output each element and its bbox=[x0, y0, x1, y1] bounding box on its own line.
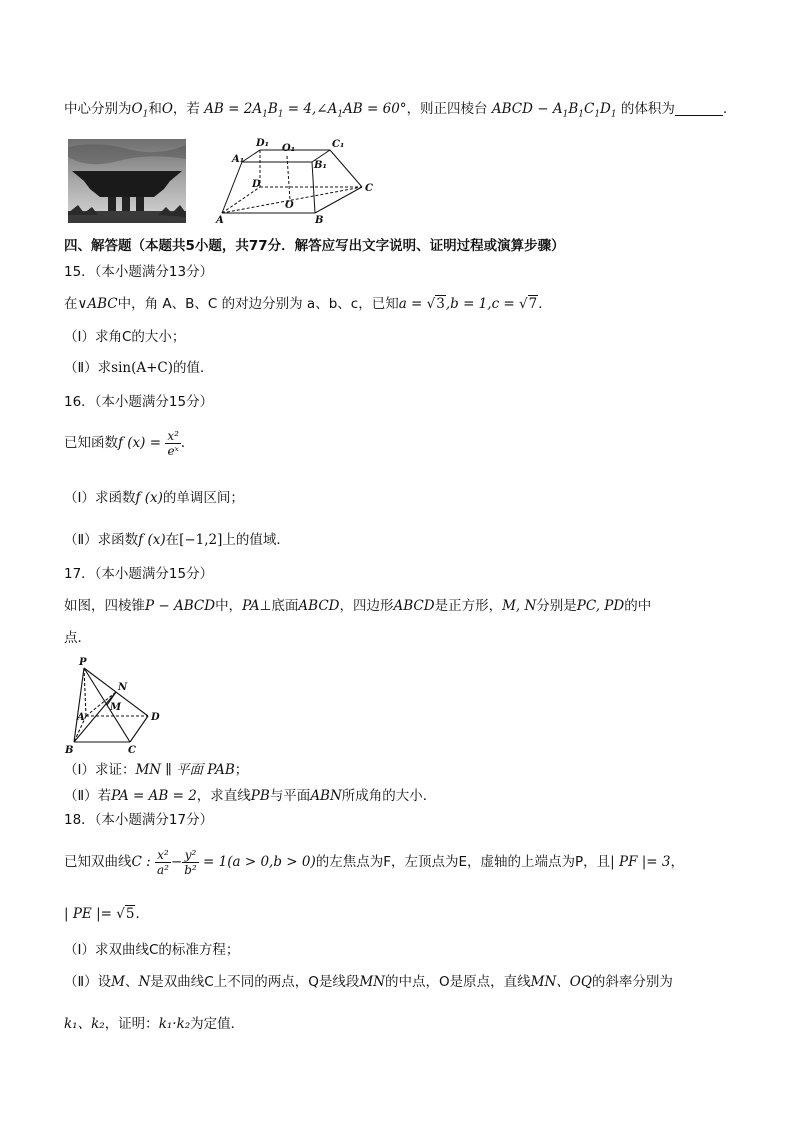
label-o1: O₁ bbox=[282, 143, 296, 154]
q17-part2 bbox=[64, 786, 436, 806]
sqrt-3: √3 bbox=[426, 296, 445, 312]
hyperbola-eq: = 1(a > 0,b > 0) bbox=[198, 854, 316, 870]
q17-stem bbox=[64, 596, 651, 616]
label-n: N bbox=[118, 682, 128, 693]
triangle-abc: ∨ABC bbox=[77, 296, 118, 312]
abn: ABN bbox=[310, 788, 342, 804]
mn: M, N bbox=[502, 598, 537, 614]
edge-cc1 bbox=[330, 150, 362, 187]
q17-stem-pre: 如图，四棱锥 bbox=[64, 598, 145, 614]
sqrt-5: √5 bbox=[116, 906, 135, 922]
label-b: B bbox=[65, 745, 74, 756]
q14-end: . bbox=[722, 101, 728, 117]
k1-k2: k₁、k₂ bbox=[64, 1016, 105, 1032]
q17-part1 bbox=[64, 760, 248, 780]
frac-den: eˣ bbox=[167, 443, 179, 458]
bc-eq: ,b = 1,c = bbox=[445, 296, 520, 312]
label-p: P bbox=[79, 657, 87, 668]
q18-k-line bbox=[64, 1014, 244, 1034]
b1-sub: 1 bbox=[277, 109, 284, 120]
angle-rest: AB = 60° bbox=[343, 101, 407, 117]
interval: [−1,2] bbox=[179, 532, 223, 548]
edge-bc bbox=[315, 187, 362, 213]
o1: O bbox=[131, 101, 143, 117]
frac-y2-b2 bbox=[182, 848, 199, 877]
q16-part1-post: 的单调区间； bbox=[162, 490, 244, 506]
frac-x2-a2 bbox=[155, 848, 171, 877]
q15-header: 15．（本小题满分13分） bbox=[64, 264, 214, 280]
n: N bbox=[138, 974, 151, 990]
pyramid: P − ABCD bbox=[145, 598, 216, 614]
label-d: D bbox=[151, 712, 160, 723]
pa-ab-eq: PA = AB = 2 bbox=[111, 788, 197, 804]
f-d1: 1 bbox=[610, 109, 617, 120]
label-d1: D₁ bbox=[256, 138, 270, 149]
abcd: ABCD bbox=[298, 598, 340, 614]
q17-stem-d: 分别是 bbox=[536, 598, 577, 614]
q16-part1-fx: f (x) bbox=[135, 490, 163, 506]
q17-header: 17．（本小题满分15分） bbox=[64, 566, 214, 582]
f-b: B bbox=[568, 101, 579, 117]
q17-part2-mid: ，求直线 bbox=[196, 788, 251, 804]
q18-part2-pre: （Ⅱ）设 bbox=[64, 974, 112, 990]
label-c1: C₁ bbox=[332, 139, 345, 150]
q16-part2-mid: 在 bbox=[165, 532, 180, 548]
f-d: D bbox=[600, 101, 611, 117]
angle-sub: 1 bbox=[337, 109, 344, 120]
perp-base: ⊥底面 bbox=[259, 598, 299, 614]
k1k2-prod: k₁·k₂ bbox=[158, 1016, 191, 1032]
q14-and: 和 bbox=[148, 101, 162, 117]
q18-pe-line bbox=[64, 904, 149, 924]
q17-part2-post: 所成角的大小． bbox=[341, 788, 437, 804]
q18-sep: 、 bbox=[124, 974, 139, 990]
q17-stem-b: ，四边形 bbox=[339, 598, 394, 614]
q16-header: 16．（本小题满分15分） bbox=[64, 394, 214, 410]
mn-oq: MN、OQ bbox=[530, 974, 592, 990]
sqrt-7: √7 bbox=[519, 296, 538, 312]
q18-stem bbox=[64, 846, 684, 878]
answer-blank[interactable] bbox=[675, 101, 723, 116]
axis-oo1 bbox=[287, 156, 290, 200]
q18-k-post: ，证明： bbox=[104, 1016, 159, 1032]
pyramid-figure bbox=[62, 656, 166, 756]
q16-part2-pre: （Ⅱ）求函数 bbox=[64, 532, 139, 548]
sqrt-3-rad: 3 bbox=[436, 296, 445, 312]
sin-expr: sin(A+C) bbox=[111, 360, 174, 376]
frustum-svg bbox=[210, 135, 375, 227]
q17-part2-mid2: 与平面 bbox=[269, 788, 311, 804]
o: O bbox=[161, 101, 173, 117]
c-colon: C : bbox=[131, 854, 155, 870]
frustum-figure bbox=[210, 135, 375, 227]
q17-stem-line2: 点． bbox=[64, 630, 91, 646]
mn-seg: MN bbox=[359, 974, 385, 990]
q14-volume: 的体积为 bbox=[616, 101, 675, 117]
q15-part2-post: 的值． bbox=[173, 360, 214, 376]
minus: − bbox=[170, 854, 183, 870]
q18-part2-c: 的中点，O是原点，直线 bbox=[385, 974, 531, 990]
q17-part1-pre: （I）求证： bbox=[64, 762, 136, 778]
q15-part1: （I）求角C的大小； bbox=[64, 329, 186, 345]
label-a: A bbox=[216, 215, 224, 226]
pe-pre: | PE |= bbox=[64, 906, 117, 922]
q14-text: 中心分别为 bbox=[64, 101, 132, 117]
f-a1: 1 bbox=[562, 109, 569, 120]
label-c: C bbox=[128, 745, 136, 756]
q15-part2 bbox=[64, 358, 214, 378]
label-c: C bbox=[365, 183, 373, 194]
mn-parallel: MN ∥ 平面 PAB bbox=[135, 762, 235, 778]
label-m: M bbox=[110, 702, 122, 713]
edge-ad bbox=[222, 187, 260, 213]
label-o: O bbox=[285, 200, 294, 211]
q15-part2-pre: （Ⅱ）求 bbox=[64, 360, 112, 376]
label-b: B bbox=[315, 215, 324, 226]
b1: B bbox=[267, 101, 278, 117]
label-a1: A₁ bbox=[232, 154, 245, 165]
q15-stem-mid: 中，角 A、B、C 的对边分别为 a、b、c，已知 bbox=[117, 296, 399, 312]
frac2-num: y² bbox=[182, 848, 199, 863]
q18-part2-b: 是双曲线C上不同的两点，Q是线段 bbox=[150, 974, 360, 990]
q18-comma: ， bbox=[670, 854, 684, 870]
pa: PA bbox=[242, 598, 260, 614]
q16-stem-pre: 已知函数 bbox=[64, 435, 118, 451]
f-b1: 1 bbox=[578, 109, 584, 120]
edge-pa bbox=[84, 668, 86, 716]
q18-header: 18．（本小题满分17分） bbox=[64, 812, 214, 828]
a1-sub: 1 bbox=[262, 109, 268, 120]
q16-part1-pre: （I）求函数 bbox=[64, 490, 136, 506]
q18-part2-d: 的斜率分别为 bbox=[591, 974, 673, 990]
pyramid-svg bbox=[62, 656, 166, 756]
fx-def: f (x) = bbox=[118, 435, 166, 451]
frac1-num: x² bbox=[155, 848, 171, 863]
eq4: = 4,∠A bbox=[283, 101, 338, 117]
q16-part2 bbox=[64, 530, 290, 550]
frustum: ABCD − A bbox=[491, 101, 563, 117]
q15-end: ． bbox=[538, 296, 552, 312]
pb: PB bbox=[250, 788, 270, 804]
f-c: C bbox=[583, 101, 595, 117]
q18-part2 bbox=[64, 972, 673, 992]
q16-part2-fx: f (x) bbox=[138, 532, 166, 548]
q17-stem-a: 中， bbox=[215, 598, 243, 614]
edge-a1d1 bbox=[242, 150, 260, 162]
pcpd: PC, PD bbox=[576, 598, 625, 614]
q15-stem-pre: 在 bbox=[64, 296, 78, 312]
label-d: D bbox=[252, 179, 261, 190]
pe-end: ． bbox=[135, 906, 149, 922]
label-b1: B₁ bbox=[314, 160, 327, 171]
q16-stem bbox=[64, 428, 194, 458]
q16-end: ． bbox=[180, 435, 195, 451]
ab-eq: AB = 2A bbox=[204, 101, 263, 117]
sqrt-7-rad: 7 bbox=[528, 296, 538, 312]
building-photo-svg bbox=[68, 139, 186, 223]
q15-stem bbox=[64, 294, 552, 314]
edge-aa1 bbox=[222, 162, 242, 213]
frac1-den: a² bbox=[156, 862, 169, 877]
sqrt-5-rad: 5 bbox=[125, 906, 135, 922]
q16-part1 bbox=[64, 488, 244, 508]
q17-stem-c: 是正方形， bbox=[434, 598, 503, 614]
edge-cd bbox=[130, 716, 148, 742]
fraction-x2-ex bbox=[165, 429, 181, 458]
q18-stem-pre: 已知双曲线 bbox=[64, 854, 132, 870]
m: M bbox=[111, 974, 125, 990]
o1-sub: 1 bbox=[142, 109, 149, 120]
q17-stem-e: 的中 bbox=[624, 598, 652, 614]
q18-k-end: 为定值． bbox=[190, 1016, 245, 1032]
label-a: A bbox=[77, 712, 85, 723]
q16-part2-post: 上的值域． bbox=[222, 532, 290, 548]
q17-part2-pre: （Ⅱ）若 bbox=[64, 788, 112, 804]
section-title: 四、解答题（本题共5小题，共77分．解答应写出文字说明、证明过程或演算步骤） bbox=[64, 238, 565, 254]
q18-part1: （I）求双曲线C的标准方程； bbox=[64, 942, 240, 958]
q14-cond: ，若 bbox=[172, 101, 205, 117]
a-eq: a = bbox=[398, 296, 427, 312]
q14-ask: ，则正四棱台 bbox=[406, 101, 492, 117]
pf-eq: | PF |= 3 bbox=[610, 854, 671, 870]
abcd2: ABCD bbox=[393, 598, 435, 614]
frac-num: x² bbox=[167, 428, 179, 443]
q18-stem-post: 的左焦点为F，左顶点为E，虚轴的上端点为P，且 bbox=[315, 854, 611, 870]
frac2-den: b² bbox=[184, 862, 197, 877]
f-c1: 1 bbox=[594, 109, 601, 120]
q14-line bbox=[64, 99, 727, 125]
building-photo bbox=[68, 139, 186, 223]
q17-part1-post: ； bbox=[234, 762, 249, 778]
